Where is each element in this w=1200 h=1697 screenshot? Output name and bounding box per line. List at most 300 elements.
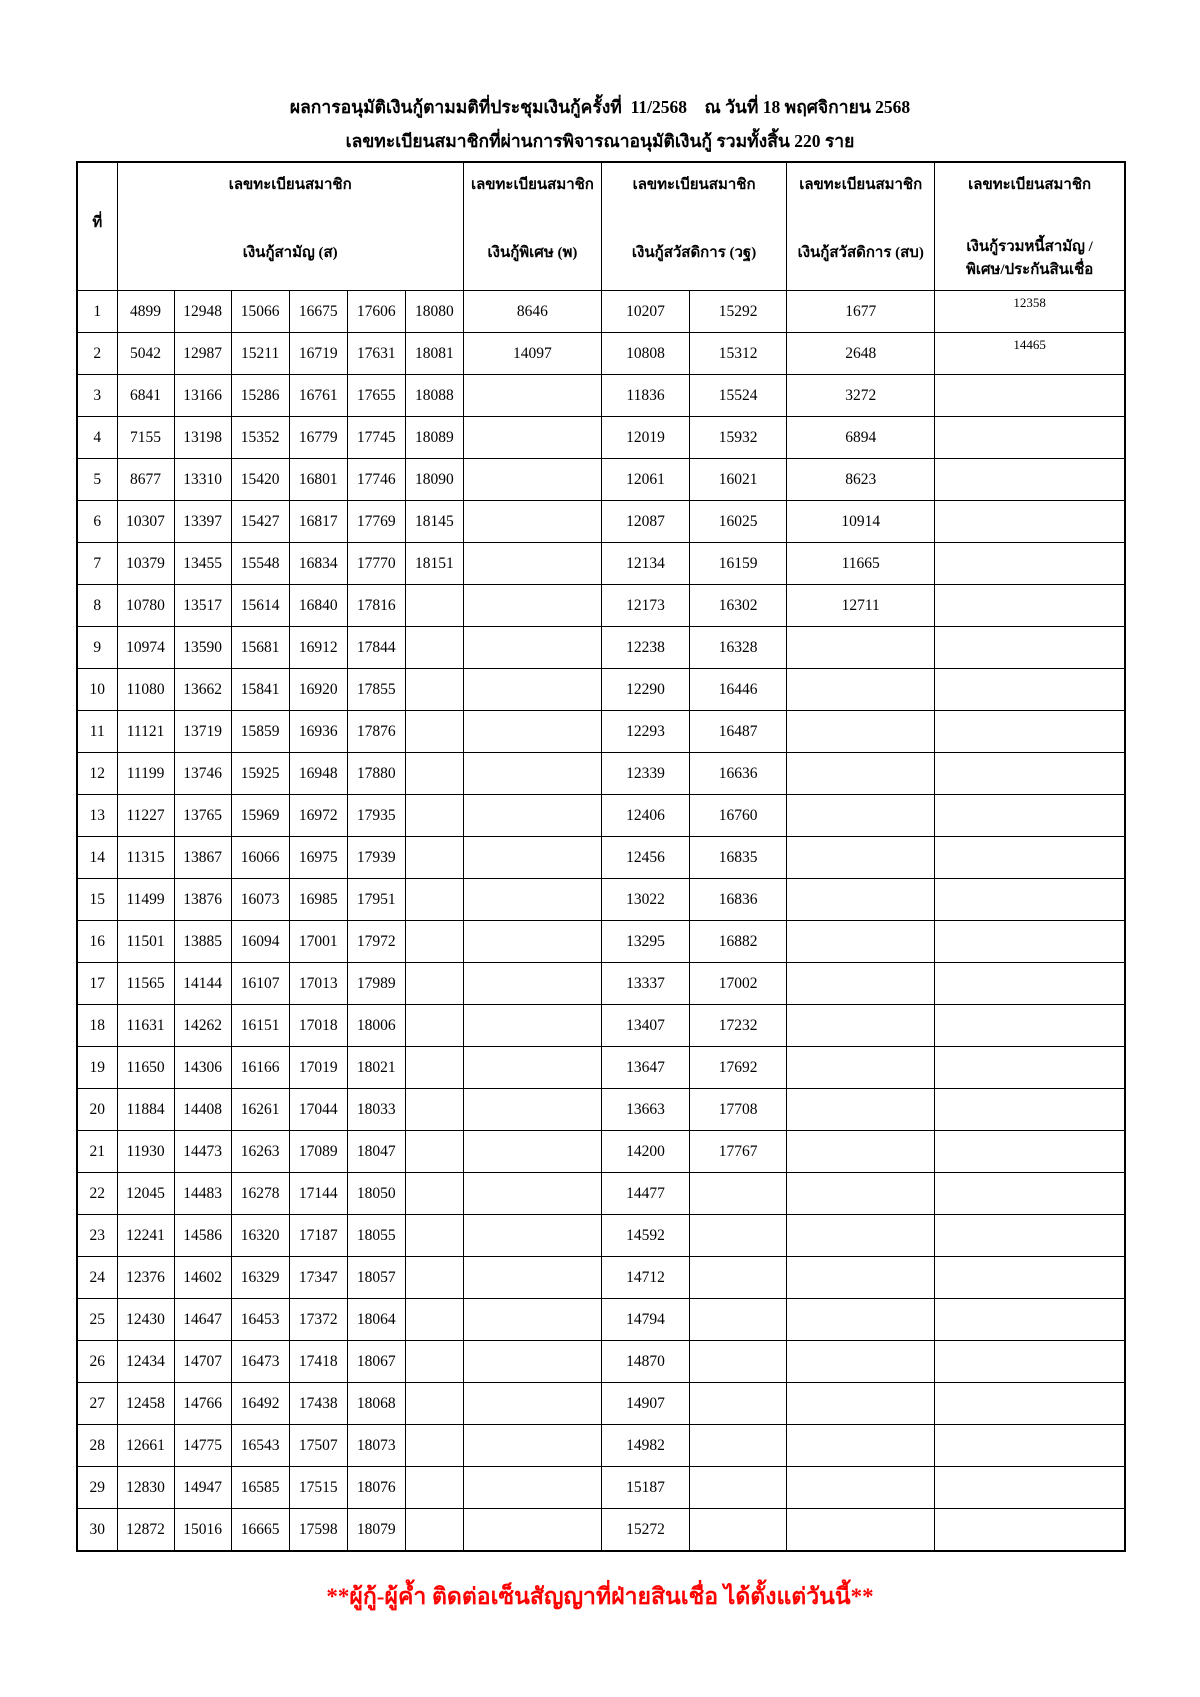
table-row	[77, 1047, 1125, 1089]
member-id-cell: 18067	[347, 1341, 405, 1383]
member-id-cell: 13455	[174, 543, 231, 585]
member-id-cell: 16107	[231, 963, 289, 1005]
member-id-cell: 17844	[347, 627, 405, 669]
member-id-cell: 14477	[601, 1173, 689, 1215]
member-id-cell: 17692	[690, 1047, 787, 1089]
member-id-cell	[405, 963, 463, 1005]
row-number-cell: 27	[77, 1383, 117, 1425]
table-row	[77, 1425, 1125, 1467]
member-id-cell	[463, 1467, 601, 1509]
member-id-cell: 13876	[174, 879, 231, 921]
member-id-cell	[690, 1299, 787, 1341]
member-id-cell: 17013	[289, 963, 347, 1005]
member-id-cell: 18064	[347, 1299, 405, 1341]
header-sawatdikan-wt-label: เงินกู้สวัสดิการ (วฐ)	[631, 245, 757, 262]
member-id-cell: 17606	[347, 291, 405, 333]
member-id-cell: 16882	[690, 921, 787, 963]
member-id-cell	[405, 1005, 463, 1047]
member-id-cell: 12241	[117, 1215, 174, 1257]
member-id-cell: 18057	[347, 1257, 405, 1299]
member-id-cell: 13663	[601, 1089, 689, 1131]
member-id-cell	[690, 1467, 787, 1509]
member-id-cell: 13719	[174, 711, 231, 753]
member-id-cell: 18090	[405, 459, 463, 501]
member-id-cell	[463, 1005, 601, 1047]
row-number-cell: 5	[77, 459, 117, 501]
table-row	[77, 1215, 1125, 1257]
member-id-cell: 11501	[117, 921, 174, 963]
member-id-cell: 11080	[117, 669, 174, 711]
member-id-cell: 18151	[405, 543, 463, 585]
member-id-cell: 14465	[935, 333, 1125, 375]
member-id-cell: 10974	[117, 627, 174, 669]
member-id-cell: 15427	[231, 501, 289, 543]
member-id-cell: 13198	[174, 417, 231, 459]
member-id-cell: 16840	[289, 585, 347, 627]
member-id-cell	[690, 1173, 787, 1215]
member-id-cell	[405, 1047, 463, 1089]
header-sawatdikan-sb-label: เงินกู้สวัสดิการ (สบ)	[797, 245, 924, 262]
member-id-cell	[935, 837, 1125, 879]
member-id-cell	[405, 795, 463, 837]
member-id-cell: 18079	[347, 1509, 405, 1552]
member-id-cell: 8677	[117, 459, 174, 501]
member-id-cell: 13397	[174, 501, 231, 543]
member-id-cell: 16948	[289, 753, 347, 795]
member-id-cell: 17880	[347, 753, 405, 795]
member-id-cell: 16920	[289, 669, 347, 711]
member-id-cell	[787, 1089, 935, 1131]
member-id-cell: 17515	[289, 1467, 347, 1509]
member-id-cell	[463, 1341, 601, 1383]
member-id-cell: 14870	[601, 1341, 689, 1383]
doc-title-line1: ผลการอนุมัติเงินกู้ตามมติที่ประชุมเงินกู้ครั้งที่ 11/2568 ณ วันที่ 18 พฤศจิกายน 2568	[289, 97, 911, 117]
table-row	[77, 1005, 1125, 1047]
member-id-cell	[787, 1299, 935, 1341]
member-id-cell	[935, 375, 1125, 417]
member-id-cell	[935, 1257, 1125, 1299]
member-id-cell: 16543	[231, 1425, 289, 1467]
member-id-cell: 12987	[174, 333, 231, 375]
member-id-cell: 16094	[231, 921, 289, 963]
member-id-cell	[787, 1383, 935, 1425]
member-id-cell	[935, 711, 1125, 753]
member-id-cell	[463, 1089, 601, 1131]
member-id-cell: 16021	[690, 459, 787, 501]
row-number-cell: 21	[77, 1131, 117, 1173]
member-id-cell: 16835	[690, 837, 787, 879]
member-id-cell	[935, 1383, 1125, 1425]
member-id-cell: 12661	[117, 1425, 174, 1467]
member-id-cell	[935, 1173, 1125, 1215]
member-id-cell: 13166	[174, 375, 231, 417]
header-piset	[463, 162, 601, 291]
member-id-cell: 11836	[601, 375, 689, 417]
row-number-cell: 26	[77, 1341, 117, 1383]
row-number-cell: 4	[77, 417, 117, 459]
member-id-cell: 12290	[601, 669, 689, 711]
member-id-cell: 17002	[690, 963, 787, 1005]
member-id-cell: 14647	[174, 1299, 231, 1341]
row-number-cell: 28	[77, 1425, 117, 1467]
member-id-cell: 14982	[601, 1425, 689, 1467]
row-number-cell: 12	[77, 753, 117, 795]
table-body	[77, 291, 1125, 1552]
row-number-cell: 15	[77, 879, 117, 921]
member-id-cell: 6841	[117, 375, 174, 417]
member-id-cell: 17507	[289, 1425, 347, 1467]
member-id-cell: 8623	[787, 459, 935, 501]
member-id-cell: 8646	[463, 291, 601, 333]
row-number-cell: 22	[77, 1173, 117, 1215]
member-id-cell: 14775	[174, 1425, 231, 1467]
member-id-cell: 4899	[117, 291, 174, 333]
member-id-cell	[690, 1425, 787, 1467]
member-id-cell: 13590	[174, 627, 231, 669]
member-id-cell: 13407	[601, 1005, 689, 1047]
member-id-cell	[463, 837, 601, 879]
member-id-cell: 16801	[289, 459, 347, 501]
header-sawatdikan-sb	[787, 162, 935, 291]
member-id-cell: 16320	[231, 1215, 289, 1257]
member-id-cell: 17770	[347, 543, 405, 585]
member-id-cell	[405, 1089, 463, 1131]
member-id-cell	[935, 963, 1125, 1005]
member-id-cell: 12711	[787, 585, 935, 627]
member-id-cell: 11631	[117, 1005, 174, 1047]
member-id-cell	[787, 1215, 935, 1257]
member-id-cell	[463, 795, 601, 837]
member-id-cell: 13885	[174, 921, 231, 963]
member-id-cell: 16302	[690, 585, 787, 627]
member-id-cell: 10780	[117, 585, 174, 627]
member-id-cell: 10307	[117, 501, 174, 543]
member-id-cell	[690, 1215, 787, 1257]
member-id-cell: 15548	[231, 543, 289, 585]
member-id-cell: 13022	[601, 879, 689, 921]
table-row	[77, 963, 1125, 1005]
member-id-cell: 14586	[174, 1215, 231, 1257]
member-id-cell: 16817	[289, 501, 347, 543]
row-number-cell: 29	[77, 1467, 117, 1509]
member-id-cell: 14408	[174, 1089, 231, 1131]
member-id-cell	[787, 963, 935, 1005]
member-id-cell: 18055	[347, 1215, 405, 1257]
member-id-cell	[935, 1005, 1125, 1047]
member-id-cell: 12872	[117, 1509, 174, 1552]
table-row	[77, 1383, 1125, 1425]
member-id-cell: 14144	[174, 963, 231, 1005]
member-id-cell	[405, 585, 463, 627]
row-number-cell: 7	[77, 543, 117, 585]
member-id-cell	[787, 837, 935, 879]
member-id-cell: 12339	[601, 753, 689, 795]
header-sawatdikan-wt	[601, 162, 786, 291]
member-id-cell: 16328	[690, 627, 787, 669]
member-id-cell	[463, 543, 601, 585]
member-id-cell: 7155	[117, 417, 174, 459]
member-id-cell: 15272	[601, 1509, 689, 1552]
member-id-cell: 13295	[601, 921, 689, 963]
member-id-cell: 16278	[231, 1173, 289, 1215]
member-id-cell: 14262	[174, 1005, 231, 1047]
member-id-cell: 10207	[601, 291, 689, 333]
member-id-cell	[935, 1509, 1125, 1552]
member-id-cell: 5042	[117, 333, 174, 375]
table-row	[77, 753, 1125, 795]
member-id-cell	[690, 1383, 787, 1425]
table-row	[77, 333, 1125, 375]
member-id-cell	[463, 711, 601, 753]
member-id-cell: 14907	[601, 1383, 689, 1425]
member-id-cell	[935, 501, 1125, 543]
member-id-cell: 1677	[787, 291, 935, 333]
member-id-cell: 17951	[347, 879, 405, 921]
member-id-cell: 15312	[690, 333, 787, 375]
member-id-cell	[935, 669, 1125, 711]
member-id-cell	[463, 1257, 601, 1299]
member-id-cell: 18089	[405, 417, 463, 459]
member-id-cell	[463, 1131, 601, 1173]
member-id-cell: 16025	[690, 501, 787, 543]
row-number-cell: 8	[77, 585, 117, 627]
header-member-reg-label: เลขทะเบียนสมาชิก	[799, 177, 923, 193]
member-id-cell: 16166	[231, 1047, 289, 1089]
member-id-cell: 16585	[231, 1467, 289, 1509]
member-id-cell	[935, 879, 1125, 921]
member-id-cell	[935, 585, 1125, 627]
member-id-cell: 14602	[174, 1257, 231, 1299]
member-id-cell	[787, 669, 935, 711]
member-id-cell: 18050	[347, 1173, 405, 1215]
member-id-cell	[405, 1509, 463, 1552]
member-id-cell: 16073	[231, 879, 289, 921]
member-id-cell	[463, 963, 601, 1005]
member-id-cell	[405, 669, 463, 711]
member-id-cell	[405, 753, 463, 795]
loan-approval-table	[76, 161, 1126, 1552]
member-id-cell: 17876	[347, 711, 405, 753]
member-id-cell: 16985	[289, 879, 347, 921]
member-id-cell: 12456	[601, 837, 689, 879]
member-id-cell: 15969	[231, 795, 289, 837]
member-id-cell: 16066	[231, 837, 289, 879]
row-number-cell: 13	[77, 795, 117, 837]
member-id-cell: 14473	[174, 1131, 231, 1173]
header-piset-label: เงินกู้พิเศษ (พ)	[487, 245, 578, 262]
doc-title-line2: เลขทะเบียนสมาชิกที่ผ่านการพิจารณาอนุมัติเงินกู้ รวมทั้งสิ้น 220 ราย	[345, 131, 855, 151]
table-row	[77, 1131, 1125, 1173]
member-id-cell	[787, 1257, 935, 1299]
row-number-cell: 17	[77, 963, 117, 1005]
member-id-cell: 17187	[289, 1215, 347, 1257]
member-id-cell	[787, 711, 935, 753]
member-id-cell	[935, 1299, 1125, 1341]
member-id-cell	[787, 1047, 935, 1089]
row-number-cell: 9	[77, 627, 117, 669]
member-id-cell: 16636	[690, 753, 787, 795]
row-number-cell: 14	[77, 837, 117, 879]
header-ruam-label-line2: พิเศษ/ประกันสินเชื่อ	[965, 261, 1094, 278]
member-id-cell: 15420	[231, 459, 289, 501]
member-id-cell: 14712	[601, 1257, 689, 1299]
member-id-cell	[463, 375, 601, 417]
member-id-cell	[935, 1215, 1125, 1257]
member-id-cell	[690, 1509, 787, 1552]
member-id-cell: 12430	[117, 1299, 174, 1341]
member-id-cell: 18047	[347, 1131, 405, 1173]
member-id-cell: 15187	[601, 1467, 689, 1509]
member-id-cell: 16975	[289, 837, 347, 879]
member-id-cell: 17708	[690, 1089, 787, 1131]
member-id-cell: 18145	[405, 501, 463, 543]
member-id-cell: 14097	[463, 333, 601, 375]
member-id-cell	[935, 1341, 1125, 1383]
table-row	[77, 669, 1125, 711]
member-id-cell	[463, 1509, 601, 1552]
member-id-cell: 17855	[347, 669, 405, 711]
member-id-cell	[405, 879, 463, 921]
member-id-cell: 12134	[601, 543, 689, 585]
member-id-cell: 17939	[347, 837, 405, 879]
member-id-cell: 12458	[117, 1383, 174, 1425]
member-id-cell	[463, 585, 601, 627]
table-row	[77, 459, 1125, 501]
member-id-cell	[405, 1173, 463, 1215]
member-id-cell: 17018	[289, 1005, 347, 1047]
member-id-cell: 13337	[601, 963, 689, 1005]
member-id-cell: 12358	[935, 291, 1125, 333]
member-id-cell: 15932	[690, 417, 787, 459]
member-id-cell: 17144	[289, 1173, 347, 1215]
table-row	[77, 375, 1125, 417]
member-id-cell: 11121	[117, 711, 174, 753]
member-id-cell: 17232	[690, 1005, 787, 1047]
member-id-cell: 3272	[787, 375, 935, 417]
member-id-cell: 12061	[601, 459, 689, 501]
member-id-cell: 2648	[787, 333, 935, 375]
member-id-cell: 15859	[231, 711, 289, 753]
member-id-cell: 12173	[601, 585, 689, 627]
member-id-cell: 10808	[601, 333, 689, 375]
member-id-cell	[690, 1341, 787, 1383]
member-id-cell: 16834	[289, 543, 347, 585]
footer-notice: **ผู้กู้-ผู้ค้ำ ติดต่อเซ็นสัญญาที่ฝ่ายสินเชื่อ ได้ตั้งแต่วันนี้**	[326, 1584, 874, 1609]
member-id-cell	[787, 753, 935, 795]
member-id-cell: 16492	[231, 1383, 289, 1425]
member-id-cell: 17767	[690, 1131, 787, 1173]
member-id-cell	[935, 795, 1125, 837]
member-id-cell: 14707	[174, 1341, 231, 1383]
member-id-cell: 12376	[117, 1257, 174, 1299]
member-id-cell: 18006	[347, 1005, 405, 1047]
member-id-cell	[935, 543, 1125, 585]
member-id-cell: 16159	[690, 543, 787, 585]
member-id-cell: 15352	[231, 417, 289, 459]
member-id-cell: 17655	[347, 375, 405, 417]
member-id-cell: 17019	[289, 1047, 347, 1089]
member-id-cell: 11499	[117, 879, 174, 921]
row-number-cell: 23	[77, 1215, 117, 1257]
member-id-cell: 17631	[347, 333, 405, 375]
member-id-cell	[935, 1089, 1125, 1131]
table-row	[77, 627, 1125, 669]
member-id-cell: 13867	[174, 837, 231, 879]
header-member-reg-label: เลขทะเบียนสมาชิก	[228, 177, 352, 193]
member-id-cell	[935, 1131, 1125, 1173]
member-id-cell: 10379	[117, 543, 174, 585]
member-id-cell	[405, 837, 463, 879]
row-number-cell: 25	[77, 1299, 117, 1341]
table-row	[77, 921, 1125, 963]
member-id-cell	[935, 627, 1125, 669]
member-id-cell: 17418	[289, 1341, 347, 1383]
member-id-cell: 15841	[231, 669, 289, 711]
member-id-cell: 11227	[117, 795, 174, 837]
member-id-cell: 15016	[174, 1509, 231, 1552]
member-id-cell: 12238	[601, 627, 689, 669]
member-id-cell: 14483	[174, 1173, 231, 1215]
member-id-cell	[787, 1341, 935, 1383]
row-number-cell: 3	[77, 375, 117, 417]
member-id-cell: 17816	[347, 585, 405, 627]
member-id-cell: 11884	[117, 1089, 174, 1131]
member-id-cell: 15286	[231, 375, 289, 417]
member-id-cell: 14200	[601, 1131, 689, 1173]
member-id-cell	[463, 1299, 601, 1341]
member-id-cell: 14947	[174, 1467, 231, 1509]
member-id-cell: 14306	[174, 1047, 231, 1089]
member-id-cell: 15681	[231, 627, 289, 669]
member-id-cell: 15066	[231, 291, 289, 333]
table-row	[77, 1089, 1125, 1131]
header-ruam-label-line1: เงินกู้รวมหนี้สามัญ /	[966, 239, 1093, 255]
member-id-cell: 13765	[174, 795, 231, 837]
member-id-cell	[935, 753, 1125, 795]
member-id-cell	[463, 921, 601, 963]
member-id-cell	[787, 1509, 935, 1552]
member-id-cell: 18033	[347, 1089, 405, 1131]
member-id-cell: 14766	[174, 1383, 231, 1425]
member-id-cell	[405, 1467, 463, 1509]
member-id-cell: 10914	[787, 501, 935, 543]
member-id-cell: 12087	[601, 501, 689, 543]
member-id-cell	[935, 1425, 1125, 1467]
member-id-cell: 17745	[347, 417, 405, 459]
member-id-cell	[405, 1341, 463, 1383]
document-header	[0, 0, 1200, 152]
member-id-cell: 13746	[174, 753, 231, 795]
member-id-cell: 15211	[231, 333, 289, 375]
member-id-cell: 16473	[231, 1341, 289, 1383]
table-row	[77, 501, 1125, 543]
header-samanya	[117, 162, 463, 291]
member-id-cell	[935, 1047, 1125, 1089]
member-id-cell	[935, 1467, 1125, 1509]
member-id-cell: 12406	[601, 795, 689, 837]
member-id-cell: 17769	[347, 501, 405, 543]
member-id-cell	[463, 501, 601, 543]
member-id-cell	[463, 1425, 601, 1467]
table-row	[77, 1509, 1125, 1552]
member-id-cell: 18073	[347, 1425, 405, 1467]
member-id-cell: 16453	[231, 1299, 289, 1341]
member-id-cell: 16675	[289, 291, 347, 333]
member-id-cell	[463, 1047, 601, 1089]
member-id-cell	[405, 1425, 463, 1467]
member-id-cell	[787, 1131, 935, 1173]
table-row	[77, 1257, 1125, 1299]
